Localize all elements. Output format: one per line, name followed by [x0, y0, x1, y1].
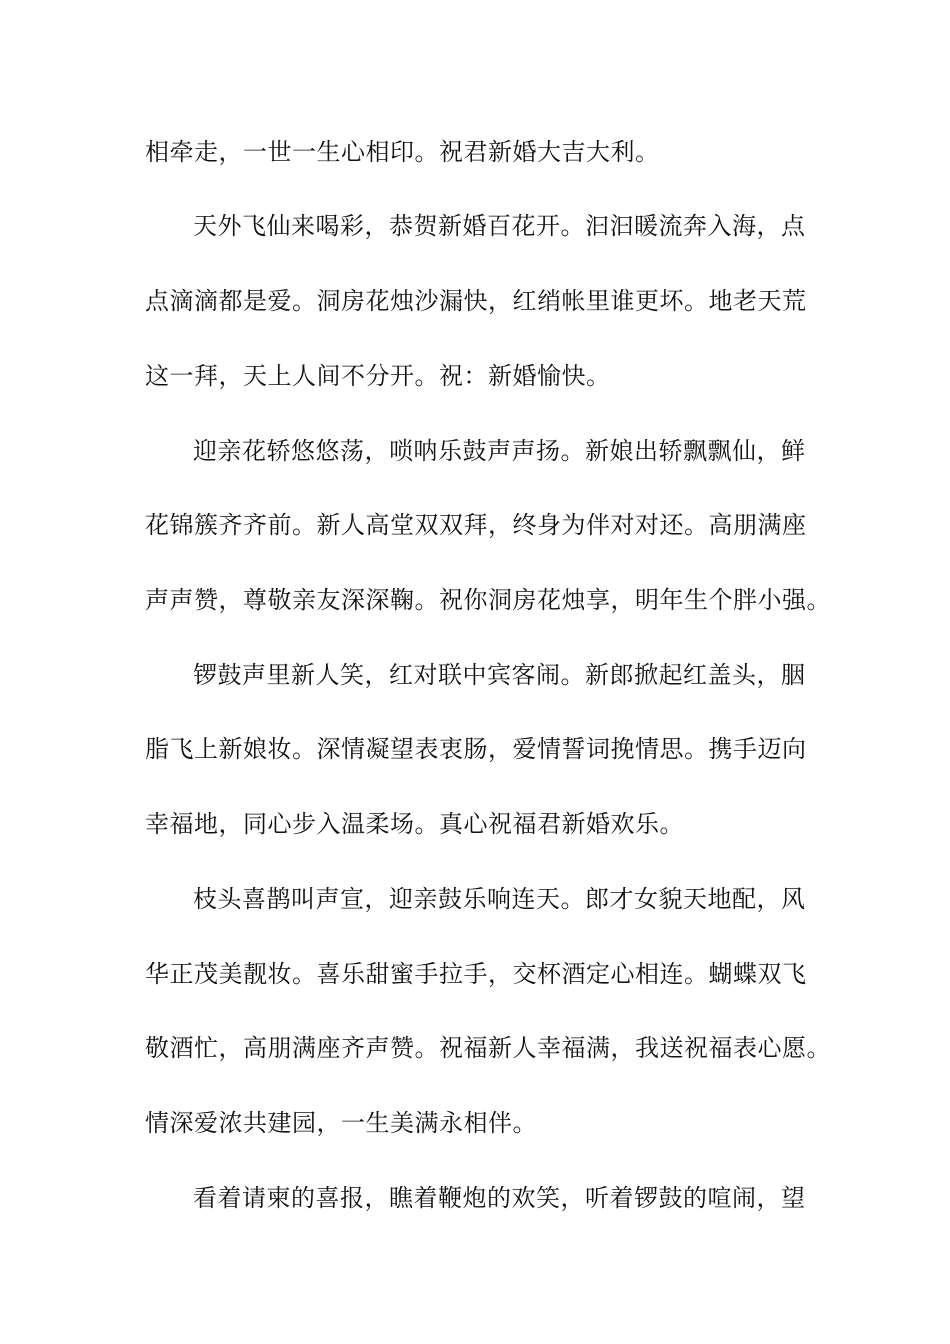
text-line: 脂飞上新娘妆。深情凝望表衷肠，爱情誓词挽情思。携手迈向 — [145, 735, 807, 763]
text-line: 情深爱浓共建园，一生美满永相伴。 — [145, 1109, 537, 1137]
text-line: 华正茂美靓妆。喜乐甜蜜手拉手，交杯酒定心相连。蝴蝶双飞 — [145, 960, 807, 988]
text-line: 这一拜，天上人间不分开。祝：新婚愉快。 — [145, 362, 611, 390]
paragraph-first-line: 锣鼓声里新人笑，红对联中宾客闹。新郎掀起红盖头，胭 — [193, 661, 806, 689]
paragraph-first-line: 枝头喜鹊叫声宣，迎亲鼓乐响连天。郎才女貌天地配，风 — [193, 885, 806, 913]
text-line: 花锦簇齐齐前。新人高堂双双拜，终身为伴对对还。高朋满座 — [145, 511, 807, 539]
text-line: 相牵走，一世一生心相印。祝君新婚大吉大利。 — [145, 138, 660, 166]
paragraph-first-line: 看着请柬的喜报，瞧着鞭炮的欢笑，听着锣鼓的喧闹，望 — [193, 1184, 806, 1212]
text-line: 敬酒忙，高朋满座齐声赞。祝福新人幸福满，我送祝福表心愿。 — [145, 1034, 831, 1062]
paragraph-first-line: 天外飞仙来喝彩，恭贺新婚百花开。汩汩暖流奔入海，点 — [193, 212, 806, 240]
text-line: 幸福地，同心步入温柔场。真心祝福君新婚欢乐。 — [145, 810, 684, 838]
text-line: 点滴滴都是爱。洞房花烛沙漏快，红绡帐里谁更坏。地老天荒 — [145, 287, 807, 315]
paragraph-first-line: 迎亲花轿悠悠荡，唢呐乐鼓声声扬。新娘出轿飘飘仙，鲜 — [193, 437, 806, 465]
text-line: 声声赞，尊敬亲友深深鞠。祝你洞房花烛享，明年生个胖小强。 — [145, 586, 831, 614]
